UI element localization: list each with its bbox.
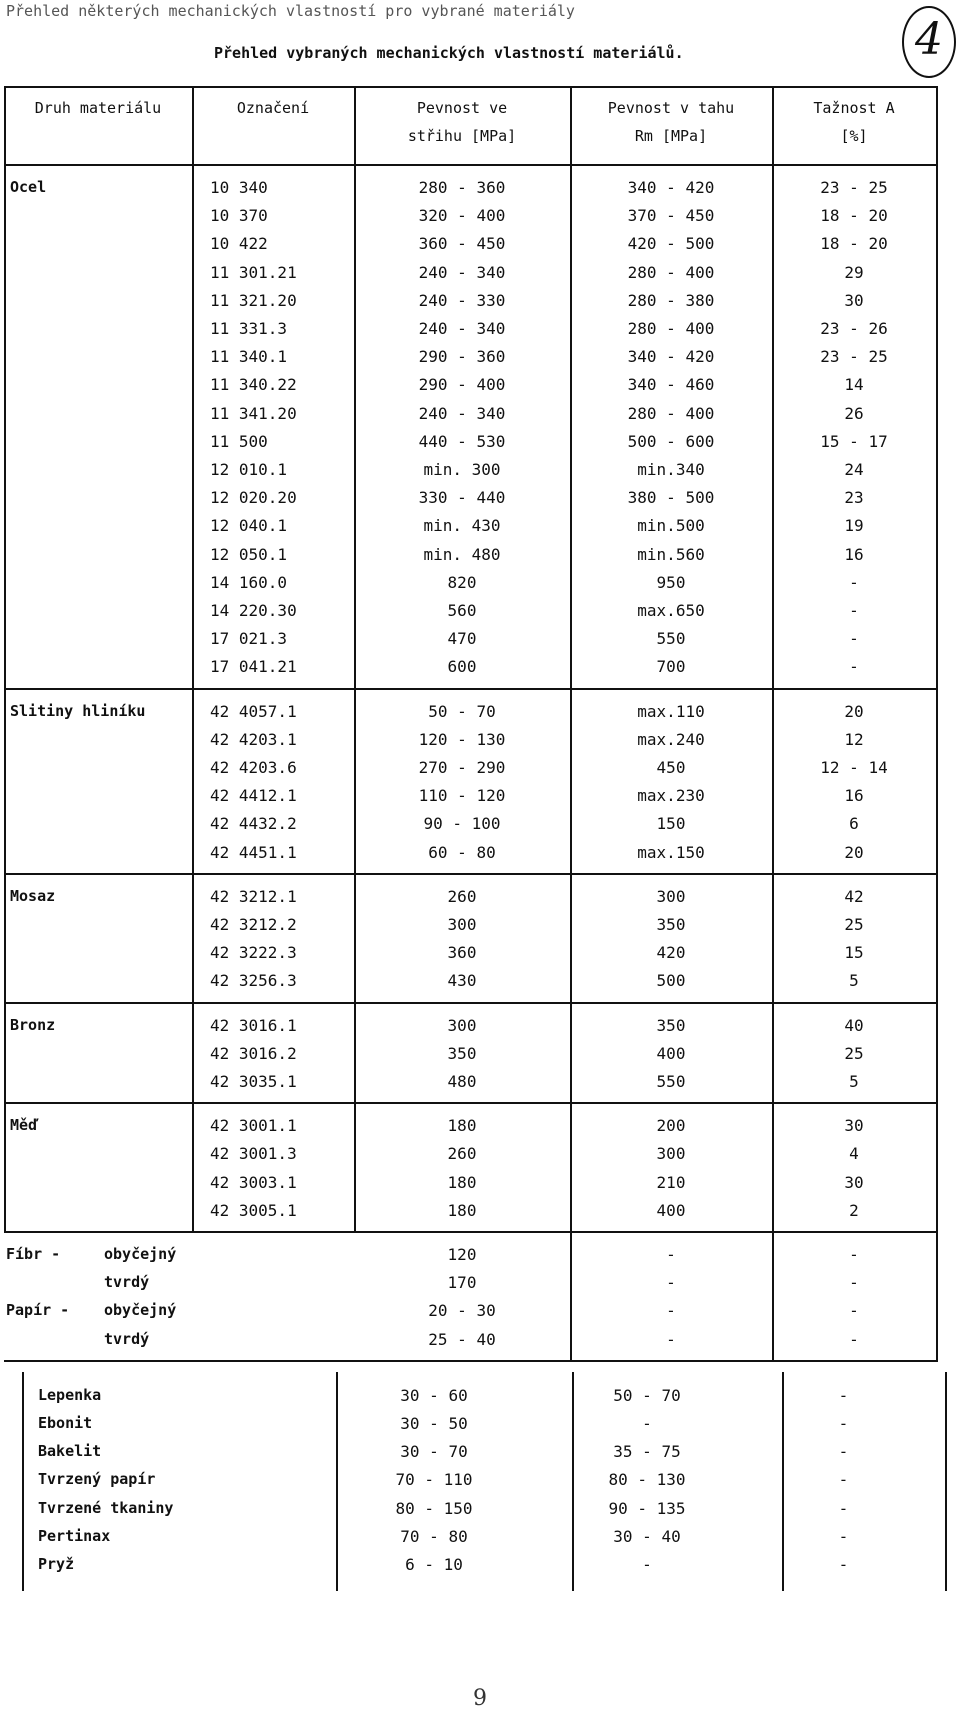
elongation-cell: 23 - 26 (820, 319, 888, 338)
tensile-strength-cell: - (666, 1329, 676, 1349)
designation-cell: 14 160.0 (210, 572, 288, 592)
elongation-cell: - (838, 1442, 849, 1462)
elongation-cell: 16 (844, 544, 864, 564)
elongation-cell: 30 (844, 1116, 864, 1136)
designation-cell: 17 021.3 (210, 629, 288, 649)
designation-cell: 42 4057.1 (210, 701, 297, 721)
material-group-name: Měď (10, 1116, 38, 1135)
designation-cell: 42 3016.1 (210, 1015, 297, 1035)
elongation-cell: - (849, 1329, 859, 1349)
elongation-cell: - (838, 1526, 849, 1546)
shear-strength-cell: 300 (447, 1015, 477, 1035)
shear-strength-cell: 290 - 360 (418, 347, 506, 367)
elongation-cell: 15 (844, 943, 864, 963)
elongation-cell: - (849, 1301, 859, 1321)
header-tensile-2: Rm [MPa] (634, 127, 708, 145)
material-group-name: Slitiny hliníku (10, 701, 146, 720)
elongation-cell: 29 (844, 262, 864, 282)
tensile-strength-cell: 90 - 135 (608, 1498, 686, 1518)
tensile-strength-cell: 200 (656, 1116, 686, 1136)
elongation-cell: 12 (844, 729, 864, 749)
group-separator (4, 1360, 936, 1362)
designation-cell: 12 010.1 (210, 460, 288, 479)
elongation-cell: 20 (844, 842, 864, 862)
material-name: Pertinax (38, 1526, 111, 1545)
body-column-divider (354, 873, 356, 1004)
body-column-divider (192, 688, 194, 875)
shear-strength-cell: min. 480 (423, 544, 501, 564)
body-column-divider (354, 688, 356, 875)
designation-cell: 42 3016.2 (210, 1043, 297, 1063)
tensile-strength-cell: 150 (656, 814, 686, 834)
group-separator (4, 1002, 936, 1004)
group-separator (4, 1102, 936, 1104)
lower-column-divider (572, 1372, 574, 1591)
elongation-cell: 12 - 14 (820, 758, 888, 777)
shear-strength-cell: 30 - 70 (400, 1442, 468, 1462)
elongation-cell: 5 (849, 971, 859, 991)
tensile-strength-cell: 400 (656, 1043, 686, 1063)
body-column-divider (354, 164, 356, 690)
tensile-strength-cell: - (666, 1245, 676, 1264)
header-designation: Označení (236, 99, 310, 117)
shear-strength-cell: 300 (447, 915, 477, 934)
tensile-strength-cell: max.110 (637, 701, 705, 721)
elongation-cell: 23 (844, 488, 864, 508)
shear-strength-cell: 20 - 30 (428, 1301, 496, 1321)
shear-strength-cell: 25 - 40 (428, 1329, 496, 1349)
elongation-cell: 23 - 25 (820, 178, 888, 197)
shear-strength-cell: 360 - 450 (418, 234, 506, 254)
shear-strength-cell: 90 - 100 (423, 814, 501, 834)
header-elongation-1: Tažnost A (813, 99, 895, 117)
body-column-divider (354, 1002, 356, 1105)
tensile-strength-cell: 370 - 450 (627, 206, 715, 226)
elongation-cell: 6 (849, 814, 859, 834)
shear-strength-cell: 240 - 340 (418, 403, 506, 423)
body-column-divider (4, 688, 6, 875)
tensile-strength-cell: 420 (656, 943, 686, 963)
elongation-cell: - (849, 657, 859, 677)
designation-cell: 11 321.20 (210, 290, 297, 310)
material-name: Pryž (38, 1555, 75, 1573)
body-column-divider (570, 164, 572, 690)
shear-strength-cell: 70 - 110 (395, 1470, 473, 1490)
body-column-divider (936, 164, 938, 690)
header-elongation-2: [%] (840, 127, 868, 145)
body-column-divider (772, 1231, 774, 1362)
header-material: Druh materiálu (34, 99, 162, 117)
designation-cell: 11 340.1 (210, 347, 288, 367)
body-column-divider (772, 1102, 774, 1233)
tensile-strength-cell: 210 (656, 1172, 686, 1192)
tensile-strength-cell: 35 - 75 (613, 1442, 681, 1462)
elongation-cell: 20 (844, 701, 864, 721)
body-column-divider (570, 873, 572, 1004)
lower-column-divider (22, 1372, 24, 1591)
elongation-cell: 4 (849, 1144, 859, 1164)
group-separator (4, 873, 936, 875)
shear-strength-cell: 560 (447, 601, 477, 620)
elongation-cell: 19 (844, 516, 864, 536)
shear-strength-cell: 180 (447, 1172, 477, 1192)
shear-strength-cell: 480 (447, 1072, 477, 1091)
designation-cell: 42 4451.1 (210, 842, 297, 862)
designation-cell: 42 3222.3 (210, 943, 297, 963)
tensile-strength-cell: 340 - 460 (627, 375, 715, 395)
tensile-strength-cell: 400 (656, 1200, 686, 1220)
tensile-strength-cell: - (666, 1301, 676, 1321)
shear-strength-cell: 240 - 330 (418, 290, 506, 310)
designation-cell: 42 4412.1 (210, 786, 297, 806)
body-column-divider (570, 1002, 572, 1105)
shear-strength-cell: 80 - 150 (395, 1498, 473, 1518)
material-group-name: Fíbr - (6, 1245, 61, 1263)
tensile-strength-cell: 350 (656, 1015, 686, 1035)
shear-strength-cell: 50 - 70 (428, 701, 496, 721)
header-bottom-border (4, 164, 936, 166)
elongation-cell: 40 (844, 1015, 864, 1035)
shear-strength-cell: 260 (447, 1144, 477, 1164)
material-variant: obyčejný (104, 1245, 177, 1263)
shear-strength-cell: 6 - 10 (405, 1555, 463, 1574)
elongation-cell: 15 - 17 (820, 431, 888, 451)
material-group-name: Papír - (6, 1301, 70, 1320)
material-variant: tvrdý (104, 1329, 150, 1348)
tensile-strength-cell: - (642, 1414, 652, 1433)
header-shear-2: střihu [MPa] (407, 127, 517, 145)
lower-column-divider (336, 1372, 338, 1591)
tensile-strength-cell: 350 (656, 915, 686, 934)
shear-strength-cell: 30 - 60 (400, 1385, 468, 1405)
table-top-border (4, 86, 936, 88)
elongation-cell: - (838, 1470, 849, 1490)
elongation-cell: 24 (844, 460, 864, 479)
shear-strength-cell: 260 (447, 886, 477, 906)
body-column-divider (570, 688, 572, 875)
shear-strength-cell: 290 - 400 (418, 375, 506, 395)
tensile-strength-cell: 550 (656, 629, 686, 649)
body-column-divider (192, 1002, 194, 1105)
body-column-divider (570, 1231, 572, 1362)
material-group-name: Mosaz (10, 886, 56, 905)
tensile-strength-cell: min.560 (637, 544, 705, 564)
designation-cell: 42 3212.2 (210, 915, 297, 934)
elongation-cell: 18 - 20 (820, 206, 888, 226)
designation-cell: 17 041.21 (210, 657, 297, 677)
shear-strength-cell: 30 - 50 (400, 1414, 468, 1433)
designation-cell: 11 341.20 (210, 403, 297, 423)
tensile-strength-cell: 950 (656, 572, 686, 592)
designation-cell: 12 040.1 (210, 516, 288, 536)
tensile-strength-cell: min.340 (637, 460, 705, 479)
designation-cell: 42 3005.1 (210, 1200, 297, 1220)
elongation-cell: 18 - 20 (820, 234, 888, 254)
lower-column-divider (945, 1372, 947, 1591)
tensile-strength-cell: max.230 (637, 786, 705, 806)
material-name: Bakelit (38, 1442, 102, 1461)
body-column-divider (192, 1102, 194, 1233)
tensile-strength-cell: - (666, 1273, 676, 1293)
body-column-divider (354, 1102, 356, 1233)
group-separator (4, 1231, 936, 1233)
body-column-divider (4, 873, 6, 1004)
tensile-strength-cell: 50 - 70 (613, 1385, 681, 1405)
elongation-cell: - (849, 601, 859, 620)
tensile-strength-cell: 500 - 600 (627, 431, 715, 451)
tensile-strength-cell: max.240 (637, 729, 705, 749)
elongation-cell: 30 (844, 290, 864, 310)
shear-strength-cell: 280 - 360 (418, 178, 506, 197)
material-name: Ebonit (38, 1414, 93, 1432)
elongation-cell: - (849, 629, 859, 649)
elongation-cell: 23 - 25 (820, 347, 888, 367)
designation-cell: 10 340 (210, 178, 268, 197)
elongation-cell: - (838, 1414, 849, 1433)
shear-strength-cell: 330 - 440 (418, 488, 506, 508)
material-name: Lepenka (38, 1385, 102, 1404)
designation-cell: 12 020.20 (210, 488, 297, 508)
elongation-cell: 5 (849, 1072, 859, 1091)
tensile-strength-cell: 340 - 420 (627, 178, 715, 197)
top-caption: Přehled některých mechanických vlastností pro vybrané materiály (6, 2, 575, 20)
elongation-cell: - (838, 1385, 849, 1405)
body-column-divider (4, 164, 6, 690)
designation-cell: 42 3001.1 (210, 1116, 297, 1136)
body-column-divider (192, 873, 194, 1004)
tensile-strength-cell: 700 (656, 657, 686, 677)
elongation-cell: - (849, 1273, 859, 1293)
designation-cell: 12 050.1 (210, 544, 288, 564)
tensile-strength-cell: - (642, 1555, 652, 1574)
shear-strength-cell: 170 (447, 1273, 477, 1293)
designation-cell: 42 4203.6 (210, 758, 297, 777)
designation-cell: 11 340.22 (210, 375, 297, 395)
designation-cell: 42 3256.3 (210, 971, 297, 991)
shear-strength-cell: 820 (447, 572, 477, 592)
tensile-strength-cell: max.650 (637, 601, 705, 620)
tensile-strength-cell: 30 - 40 (613, 1526, 681, 1546)
designation-cell: 10 370 (210, 206, 268, 226)
elongation-cell: 30 (844, 1172, 864, 1192)
tensile-strength-cell: 500 (656, 971, 686, 991)
shear-strength-cell: min. 300 (423, 460, 501, 479)
tensile-strength-cell: 280 - 400 (627, 403, 715, 423)
material-name: Tvrzený papír (38, 1470, 156, 1489)
shear-strength-cell: 240 - 340 (418, 319, 506, 338)
material-name: Tvrzené tkaniny (38, 1498, 174, 1517)
header-tensile-1: Pevnost v tahu (607, 99, 735, 117)
body-column-divider (192, 164, 194, 690)
tensile-strength-cell: 420 - 500 (627, 234, 715, 254)
page-title: Přehled vybraných mechanických vlastností materiálů. (214, 44, 684, 62)
body-column-divider (570, 1102, 572, 1233)
group-separator (4, 688, 936, 690)
shear-strength-cell: 350 (447, 1043, 477, 1063)
body-column-divider (772, 688, 774, 875)
designation-cell: 42 4432.2 (210, 814, 297, 834)
material-group-name: Ocel (10, 178, 47, 196)
shear-strength-cell: 470 (447, 629, 477, 649)
body-column-divider (936, 1231, 938, 1362)
shear-strength-cell: 270 - 290 (418, 758, 506, 777)
elongation-cell: - (838, 1555, 849, 1574)
shear-strength-cell: 240 - 340 (418, 262, 506, 282)
designation-cell: 42 3035.1 (210, 1072, 297, 1091)
designation-cell: 42 3003.1 (210, 1172, 297, 1192)
body-column-divider (772, 164, 774, 690)
designation-cell: 14 220.30 (210, 601, 297, 620)
tensile-strength-cell: 550 (656, 1072, 686, 1091)
shear-strength-cell: min. 430 (423, 516, 501, 536)
material-variant: tvrdý (104, 1273, 150, 1292)
tensile-strength-cell: 280 - 400 (627, 319, 715, 338)
tensile-strength-cell: 300 (656, 886, 686, 906)
designation-cell: 42 3212.1 (210, 886, 297, 906)
shear-strength-cell: 440 - 530 (418, 431, 506, 451)
elongation-cell: - (849, 572, 859, 592)
designation-cell: 11 500 (210, 431, 268, 451)
shear-strength-cell: 120 (447, 1245, 477, 1264)
designation-cell: 42 4203.1 (210, 729, 297, 749)
body-column-divider (772, 873, 774, 1004)
designation-cell: 10 422 (210, 234, 268, 254)
tensile-strength-cell: min.500 (637, 516, 705, 536)
header-shear-1: Pevnost ve (416, 99, 508, 117)
body-column-divider (936, 688, 938, 875)
designation-cell: 11 331.3 (210, 319, 288, 338)
material-variant: obyčejný (104, 1301, 177, 1320)
body-column-divider (772, 1002, 774, 1105)
body-column-divider (4, 1002, 6, 1105)
body-column-divider (936, 1102, 938, 1233)
elongation-cell: 14 (844, 375, 864, 395)
tensile-strength-cell: 450 (656, 758, 686, 777)
header-column-divider (936, 86, 938, 164)
elongation-cell: 16 (844, 786, 864, 806)
shear-strength-cell: 70 - 80 (400, 1526, 468, 1546)
elongation-cell: 26 (844, 403, 864, 423)
designation-cell: 42 3001.3 (210, 1144, 297, 1164)
elongation-cell: 25 (844, 1043, 864, 1063)
shear-strength-cell: 320 - 400 (418, 206, 506, 226)
tensile-strength-cell: 280 - 380 (627, 290, 715, 310)
shear-strength-cell: 60 - 80 (428, 842, 496, 862)
tensile-strength-cell: max.150 (637, 842, 705, 862)
shear-strength-cell: 180 (447, 1116, 477, 1136)
elongation-cell: 2 (849, 1200, 859, 1220)
designation-cell: 11 301.21 (210, 262, 297, 282)
body-column-divider (936, 1002, 938, 1105)
elongation-cell: 42 (844, 886, 864, 906)
tensile-strength-cell: 80 - 130 (608, 1470, 686, 1490)
body-column-divider (4, 1102, 6, 1233)
tensile-strength-cell: 340 - 420 (627, 347, 715, 367)
material-group-name: Bronz (10, 1015, 56, 1034)
page-number: 9 (473, 1686, 487, 1711)
shear-strength-cell: 600 (447, 657, 477, 677)
shear-strength-cell: 180 (447, 1200, 477, 1220)
elongation-cell: - (838, 1498, 849, 1518)
page-marker: 4 (902, 6, 956, 78)
shear-strength-cell: 110 - 120 (418, 786, 506, 806)
shear-strength-cell: 120 - 130 (418, 729, 506, 749)
body-column-divider (936, 873, 938, 1004)
shear-strength-cell: 430 (447, 971, 477, 991)
elongation-cell: 25 (844, 915, 864, 934)
elongation-cell: - (849, 1245, 859, 1264)
lower-column-divider (782, 1372, 784, 1591)
tensile-strength-cell: 280 - 400 (627, 262, 715, 282)
tensile-strength-cell: 300 (656, 1144, 686, 1164)
shear-strength-cell: 360 (447, 943, 477, 963)
tensile-strength-cell: 380 - 500 (627, 488, 715, 508)
